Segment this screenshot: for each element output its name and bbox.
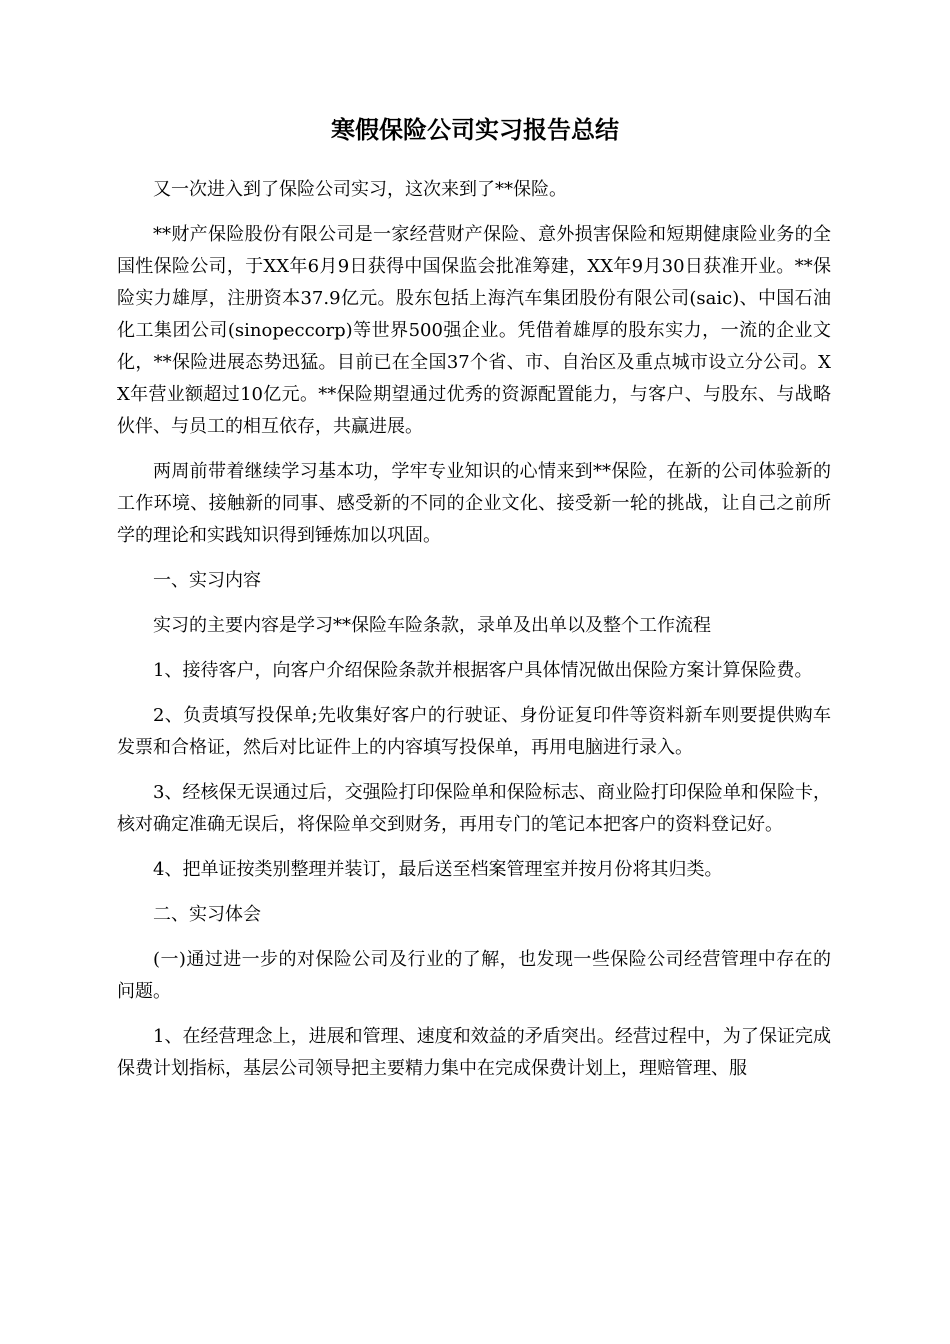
list-item-1: 1、接待客户，向客户介绍保险条款并根据客户具体情况做出保险方案计算保险费。 bbox=[153, 660, 813, 681]
section-heading-internship-content: 一、实习内容 bbox=[153, 570, 261, 591]
paragraph-subsection-1: (一)通过进一步的对保险公司及行业的了解，也发现一些保险公司经营管理中存在的问题。 bbox=[117, 949, 831, 1002]
list-item-3: 3、经核保无误通过后，交强险打印保险单和保险标志、商业险打印保险单和保险卡，核对确定准确无误后，将保险单交到财务，再用专门的笔记本把客户的资料登记好。 bbox=[117, 782, 831, 835]
paragraph-intro: 又一次进入到了保险公司实习，这次来到了**保险。 bbox=[153, 179, 567, 200]
section-heading-internship-experience: 二、实习体会 bbox=[153, 904, 261, 925]
paragraph-arrival: 两周前带着继续学习基本功，学牢专业知识的心情来到**保险，在新的公司体验新的工作环境、接触新的同事、感受新的不同的企业文化、接受新一轮的挑战，让自己之前所学的理论和实践知识得到锤炼加以巩固。 bbox=[117, 461, 831, 546]
paragraph-point-1: 1、在经营理念上，进展和管理、速度和效益的矛盾突出。经营过程中，为了保证完成保费计划指标，基层公司领导把主要精力集中在完成保费计划上，理赔管理、服 bbox=[117, 1026, 831, 1079]
list-item-2: 2、负责填写投保单;先收集好客户的行驶证、身份证复印件等资料新车则要提供购车发票和合格证，然后对比证件上的内容填写投保单，再用电脑进行录入。 bbox=[117, 705, 831, 758]
paragraph-company-profile: **财产保险股份有限公司是一家经营财产保险、意外损害保险和短期健康险业务的全国性保险公司，于XX年6月9日获得中国保监会批准筹建，XX年9月30日获准开业。**保险实力雄厚，注册资本37.9亿元。股东包括上海汽车集团股份有限公司(saic)、中国石油化工集团公司(sinopeccorp)等世界500强企业。凭借着雄厚的股东实力，一流的企业文化，**保险进展态势迅猛。目前已在全国37个省、市、自治区及重点城市设立分公司。XX年营业额超过10亿元。**保险期望通过优秀的资源配置能力，与客户、与股东、与战略伙伴、与员工的相互依存，共赢进展。 bbox=[117, 224, 831, 437]
paragraph-main-content: 实习的主要内容是学习**保险车险条款，录单及出单以及整个工作流程 bbox=[153, 615, 711, 636]
document-body bbox=[117, 174, 831, 1098]
list-item-4: 4、把单证按类别整理并装订，最后送至档案管理室并按月份将其归类。 bbox=[153, 859, 723, 880]
document-title: 寒假保险公司实习报告总结 bbox=[331, 116, 619, 144]
